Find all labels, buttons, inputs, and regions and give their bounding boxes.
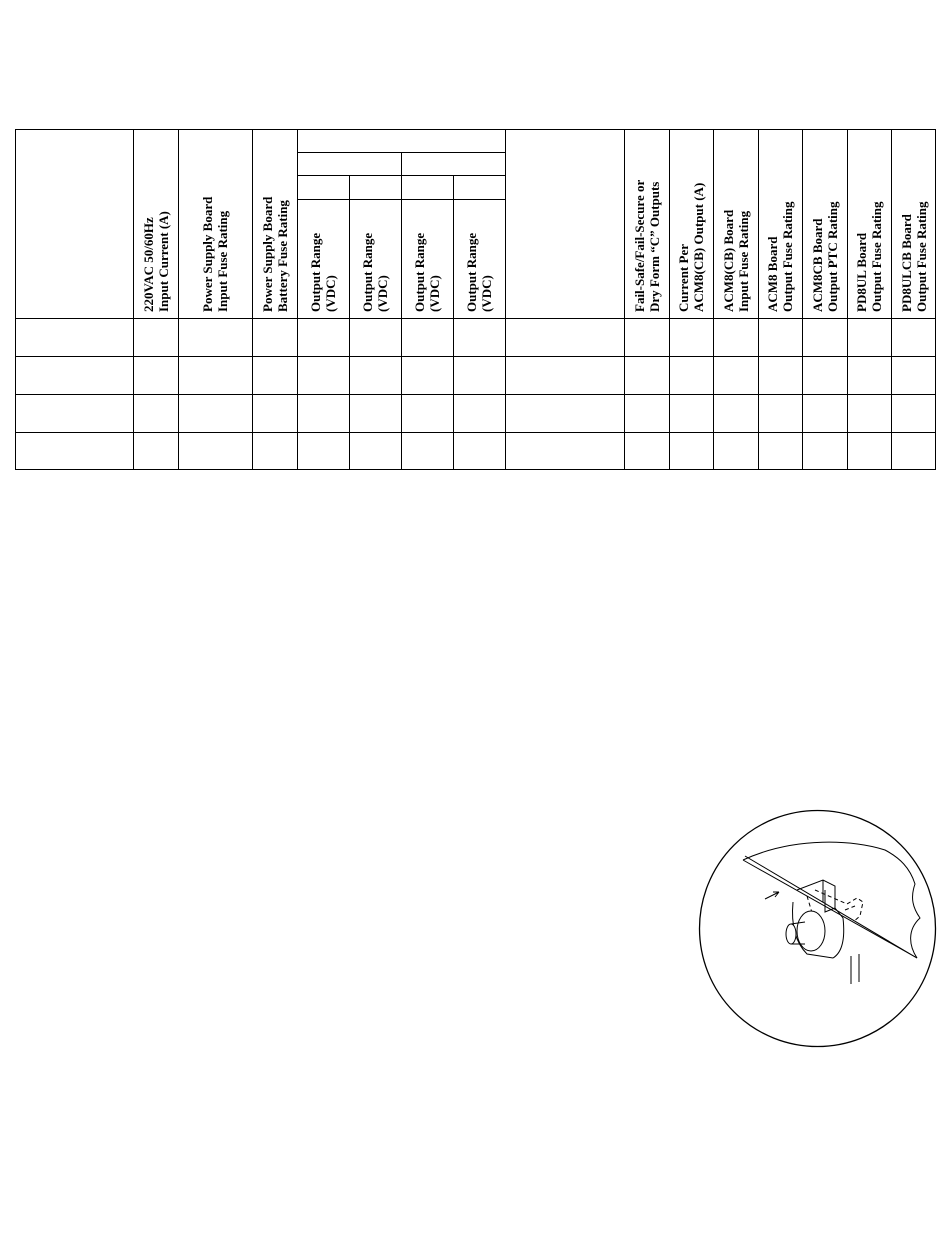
header-line-2: Input Current (A) — [155, 211, 171, 312]
header-line-1: Power Supply Board — [200, 196, 215, 312]
header-line-2: Input Fuse Rating — [215, 210, 230, 312]
column-header-ps-input-fuse — [200, 197, 230, 312]
column-header-fail-safe — [632, 180, 662, 312]
column-divider — [669, 129, 670, 470]
column-divider — [847, 129, 848, 470]
header-line-1: Current Per — [676, 244, 691, 312]
row-divider — [15, 356, 936, 357]
column-divider — [453, 175, 454, 470]
header-line-2: (VDC) — [427, 275, 442, 312]
header-line-2: (VDC) — [479, 275, 494, 312]
row-divider — [15, 394, 936, 395]
header-line-1: 220VAC 50/60Hz — [140, 217, 156, 312]
header-line-2: Input Fuse Rating — [735, 210, 751, 312]
header-line-1: ACM8 Board — [765, 236, 780, 312]
column-divider — [713, 129, 714, 470]
subgroup-divider — [297, 175, 505, 176]
column-divider — [758, 129, 759, 470]
header-line-2: (VDC) — [375, 275, 390, 312]
header-line-2: Output Fuse Rating — [913, 201, 929, 312]
standoff-post-end — [786, 924, 796, 944]
column-header-current-per — [676, 183, 706, 312]
header-line-1: Output Range — [360, 232, 375, 312]
column-divider — [891, 129, 892, 470]
table-border-right — [935, 129, 936, 470]
header-line-2: Battery Fuse Rating — [274, 200, 290, 312]
subheader-divider — [297, 199, 505, 200]
header-line-1: Power Supply Board — [259, 196, 275, 312]
column-header-out-range-4 — [464, 233, 494, 312]
column-divider — [802, 129, 803, 470]
row-divider — [15, 318, 936, 319]
column-header-pd8ulcb-output-fuse — [899, 201, 929, 312]
standoff-face — [797, 911, 825, 951]
column-header-input-current — [141, 211, 171, 312]
header-line-2: Output PTC Rating — [824, 201, 840, 312]
group-divider — [297, 152, 505, 153]
header-line-2: Output Fuse Rating — [869, 201, 884, 312]
column-divider — [349, 175, 350, 470]
column-divider — [133, 129, 134, 470]
table-border-left — [15, 129, 16, 470]
header-line-1: PD8UL Board — [854, 232, 869, 312]
column-divider — [624, 129, 625, 470]
header-line-1: Fail-Safe/Fail-Secure or — [631, 179, 647, 312]
column-divider — [505, 129, 506, 470]
table-border-bottom — [15, 469, 936, 470]
column-divider — [297, 129, 298, 470]
column-header-acm8-output-fuse — [765, 201, 795, 312]
header-line-1: PD8ULCB Board — [898, 214, 914, 312]
header-line-1: Output Range — [412, 232, 427, 312]
row-divider — [15, 432, 936, 433]
column-header-acm8cb-input-fuse — [721, 210, 751, 312]
header-line-2: Output Fuse Rating — [780, 201, 795, 312]
column-header-acm8cb-output-ptc — [810, 201, 840, 312]
header-line-2: (VDC) — [323, 275, 338, 312]
column-divider — [252, 129, 253, 470]
header-line-2: Dry Form “C” Outputs — [646, 181, 662, 312]
column-divider — [178, 129, 179, 470]
column-header-out-range-2 — [360, 233, 390, 312]
header-line-1: Output Range — [308, 232, 323, 312]
header-line-1: ACM8(CB) Board — [720, 209, 736, 312]
table-border-top — [15, 129, 936, 130]
specifications-table — [15, 129, 936, 470]
header-line-2: ACM8(CB) Output (A) — [691, 182, 706, 312]
column-header-ps-battery-fuse — [260, 197, 290, 312]
column-header-out-range-1 — [308, 233, 338, 312]
column-header-out-range-3 — [412, 233, 442, 312]
header-line-1: ACM8CB Board — [809, 218, 825, 312]
mounting-detail-figure — [695, 806, 940, 1051]
header-line-1: Output Range — [464, 232, 479, 312]
column-header-pd8ul-output-fuse — [854, 201, 884, 312]
